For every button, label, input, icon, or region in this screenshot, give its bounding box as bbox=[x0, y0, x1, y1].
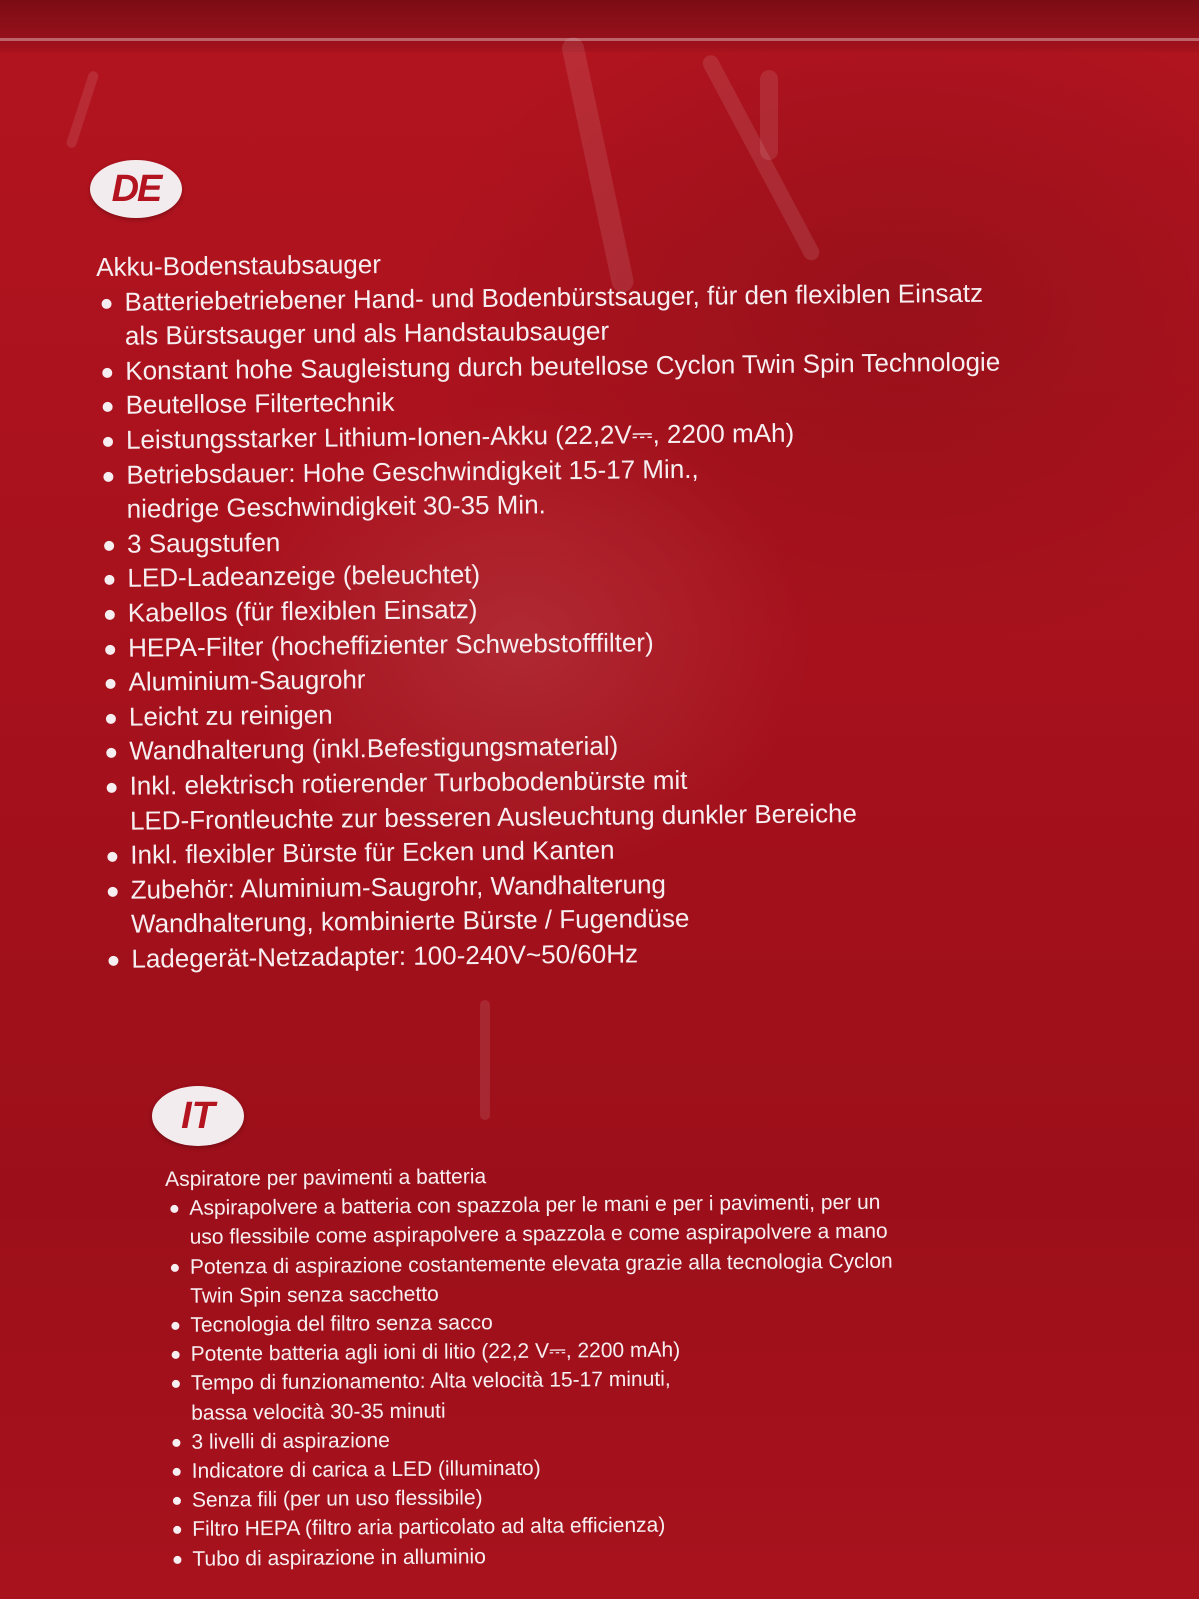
feature-text: Potente batteria agli ioni di litio (22,2 V⎓, 2200 mAh) bbox=[190, 1338, 681, 1367]
feature-text: Zubehör: Aluminium-Saugrohr, Wandhalterung bbox=[130, 868, 667, 905]
feature-text: LED-Frontleuchte zur besseren Ausleuchtung dunkler Bereiche bbox=[129, 797, 858, 836]
feature-text: Filtro HEPA (filtro aria particolato ad alta efficienza) bbox=[192, 1514, 666, 1542]
plastic-glare bbox=[480, 1000, 490, 1120]
box-top-flap bbox=[0, 0, 1199, 52]
feature-text: 3 livelli di aspirazione bbox=[191, 1428, 390, 1454]
feature-list bbox=[165, 1185, 1168, 1573]
feature-text: Tecnologia del filtro senza sacco bbox=[190, 1311, 493, 1337]
feature-text: Wandhalterung, kombinierte Bürste / Fugendüse bbox=[130, 903, 690, 939]
feature-text: Leicht zu reinigen bbox=[128, 699, 333, 732]
feature-text: Senza fili (per un uso flessibile) bbox=[191, 1486, 483, 1513]
feature-item bbox=[98, 446, 1179, 526]
badge-label: DE bbox=[111, 167, 161, 210]
feature-text: Inkl. elektrisch rotierender Turbobodenbürste mit bbox=[129, 764, 688, 801]
section-title: Aspiratore per pavimenti a batteria bbox=[165, 1165, 487, 1191]
feature-text: Wandhalterung (inkl.Befestigungsmaterial) bbox=[129, 730, 619, 766]
feature-text: HEPA-Filter (hocheffizienter Schwebstofffilter) bbox=[128, 626, 654, 663]
feature-item bbox=[167, 1361, 1167, 1428]
feature-text: Potenza di aspirazione costantemente elevata grazie alla tecnologia Cyclon bbox=[189, 1249, 893, 1279]
tape-edge bbox=[0, 38, 1199, 41]
feature-text: Betriebsdauer: Hohe Geschwindigkeit 15-17 Min., bbox=[126, 453, 699, 490]
plastic-glare bbox=[760, 70, 778, 160]
feature-text: Aluminium-Saugrohr bbox=[128, 664, 366, 697]
feature-text: 3 Saugstufen bbox=[126, 526, 281, 559]
feature-list bbox=[96, 273, 1183, 976]
feature-text: Batteriebetriebener Hand- und Bodenbürstsauger, für den flexiblen Einsatz bbox=[124, 277, 984, 317]
feature-text: bassa velocità 30-35 minuti bbox=[191, 1399, 446, 1425]
feature-text: Leistungsstarker Lithium-Ionen-Akku (22,2V⎓, 2200 mAh) bbox=[125, 417, 795, 455]
feature-text: Twin Spin senza sacchetto bbox=[190, 1282, 439, 1308]
feature-item bbox=[101, 758, 1182, 838]
feature-text: Konstant hohe Saugleistung durch beutellose Cyclon Twin Spin Technologie bbox=[125, 346, 1001, 386]
feature-text: LED-Ladeanzeige (beleuchtet) bbox=[127, 559, 481, 594]
feature-text: uso flessibile come aspirapolvere a spazzola e come aspirapolvere a mano bbox=[189, 1220, 888, 1250]
feature-text: Indicatore di carica a LED (illuminato) bbox=[191, 1456, 541, 1483]
feature-text: als Bürstsauger und als Handstaubsauger bbox=[124, 315, 610, 351]
feature-text: Aspirapolvere a batteria con spazzola per le mani e per i pavimenti, per un bbox=[189, 1190, 881, 1220]
feature-item bbox=[96, 273, 1177, 353]
badge-label: IT bbox=[181, 1094, 215, 1137]
feature-text: Beutellose Filtertechnik bbox=[125, 387, 395, 421]
feature-text: Ladegerät-Netzadapter: 100-240V~50/60Hz bbox=[131, 938, 639, 974]
plastic-glare bbox=[65, 70, 99, 149]
language-badge-it bbox=[152, 1086, 244, 1146]
section-title: Akku-Bodenstaubsauger bbox=[96, 249, 382, 282]
section-it bbox=[165, 1156, 1169, 1574]
section-de bbox=[96, 239, 1184, 977]
feature-text: Tempo di funzionamento: Alta velocità 15-17 minuti, bbox=[190, 1368, 671, 1396]
feature-item bbox=[166, 1244, 1166, 1311]
feature-text: Kabellos (für flexiblen Einsatz) bbox=[127, 593, 478, 628]
language-badge-de bbox=[90, 160, 182, 218]
feature-item bbox=[103, 861, 1184, 941]
feature-item bbox=[165, 1185, 1165, 1252]
feature-text: Tubo di aspirazione in alluminio bbox=[192, 1544, 486, 1571]
feature-text: niedrige Geschwindigkeit 30-35 Min. bbox=[126, 489, 546, 524]
feature-text: Inkl. flexibler Bürste für Ecken und Kanten bbox=[130, 834, 615, 870]
